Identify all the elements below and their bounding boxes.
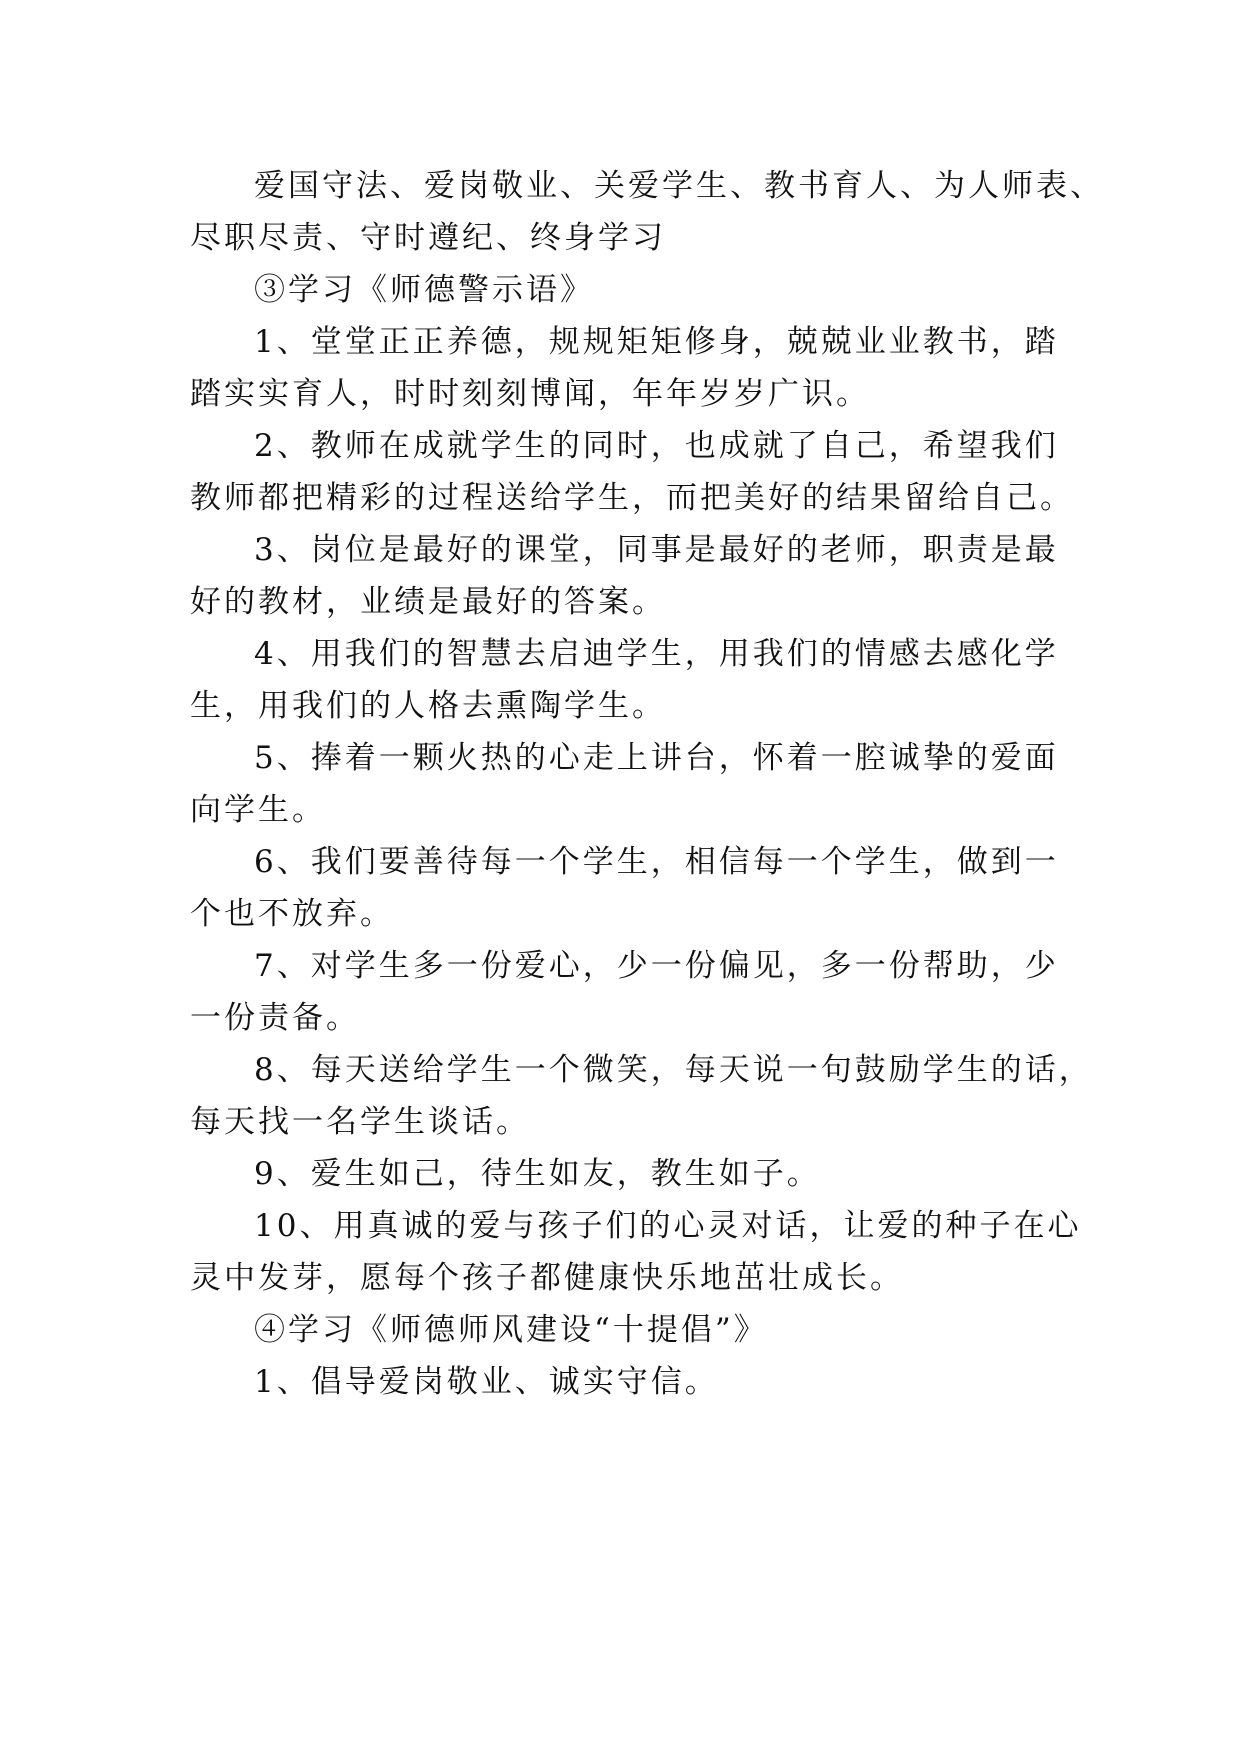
list-item bbox=[190, 836, 1060, 940]
section-heading: ④学习《师德师风建设“十提倡”》 bbox=[254, 1312, 768, 1348]
list-item bbox=[190, 628, 1060, 732]
list-item bbox=[190, 1200, 1082, 1304]
list-item-line: 个也不放弃。 bbox=[190, 896, 394, 932]
paragraph-line: 尽职尽责、守时遵纪、终身学习 bbox=[190, 220, 666, 256]
section-heading-ten-advocacies bbox=[190, 1304, 1060, 1356]
list-item-line: 7、对学生多一份爱心，少一份偏见，多一份帮助，少 bbox=[254, 948, 1059, 984]
list-item-line: 生，用我们的人格去熏陶学生。 bbox=[190, 688, 666, 724]
list-item bbox=[190, 524, 1060, 628]
paragraph-line: 爱国守法、爱岗敬业、关爱学生、教书育人、为人师表、 bbox=[254, 168, 1104, 204]
list-item bbox=[190, 1044, 1093, 1148]
paragraph-code-of-conduct bbox=[190, 160, 1104, 264]
list-item-line: 8、每天送给学生一个微笑，每天说一句鼓励学生的话， bbox=[254, 1052, 1093, 1088]
list-item-line: 一份责备。 bbox=[190, 1000, 360, 1036]
list-item-line: 4、用我们的智慧去启迪学生，用我们的情感去感化学 bbox=[254, 636, 1059, 672]
list-item-line: 3、岗位是最好的课堂，同事是最好的老师，职责是最 bbox=[254, 532, 1059, 568]
list-item-line: 向学生。 bbox=[190, 792, 326, 828]
list-item bbox=[190, 732, 1060, 836]
list-item-line: 5、捧着一颗火热的心走上讲台，怀着一腔诚挚的爱面 bbox=[254, 740, 1059, 776]
list-item-line: 好的教材，业绩是最好的答案。 bbox=[190, 584, 666, 620]
list-item-line: 2、教师在成就学生的同时，也成就了自己，希望我们 bbox=[254, 428, 1059, 464]
list-item bbox=[190, 1356, 1060, 1408]
section-heading: ③学习《师德警示语》 bbox=[254, 272, 594, 308]
list-item-line: 9、爱生如己，待生如友，教生如子。 bbox=[254, 1156, 821, 1192]
list-item-line: 10、用真诚的爱与孩子们的心灵对话，让爱的种子在心 bbox=[254, 1208, 1082, 1244]
list-item bbox=[190, 420, 1074, 524]
list-item-line: 1、倡导爱岗敬业、诚实守信。 bbox=[254, 1364, 719, 1400]
list-item-line: 教师都把精彩的过程送给学生，而把美好的结果留给自己。 bbox=[190, 480, 1074, 516]
list-item-line: 每天找一名学生谈话。 bbox=[190, 1104, 530, 1140]
list-item-line: 踏实实育人，时时刻刻博闻，年年岁岁广识。 bbox=[190, 376, 870, 412]
list-item-line: 1、堂堂正正养德，规规矩矩修身，兢兢业业教书，踏 bbox=[254, 324, 1059, 360]
section-heading-warnings bbox=[190, 264, 1060, 316]
list-item-line: 6、我们要善待每一个学生，相信每一个学生，做到一 bbox=[254, 844, 1059, 880]
list-item-line: 灵中发芽，愿每个孩子都健康快乐地茁壮成长。 bbox=[190, 1260, 904, 1296]
document-body bbox=[190, 160, 1104, 1408]
list-item bbox=[190, 940, 1060, 1044]
list-item bbox=[190, 316, 1060, 420]
list-item bbox=[190, 1148, 1060, 1200]
